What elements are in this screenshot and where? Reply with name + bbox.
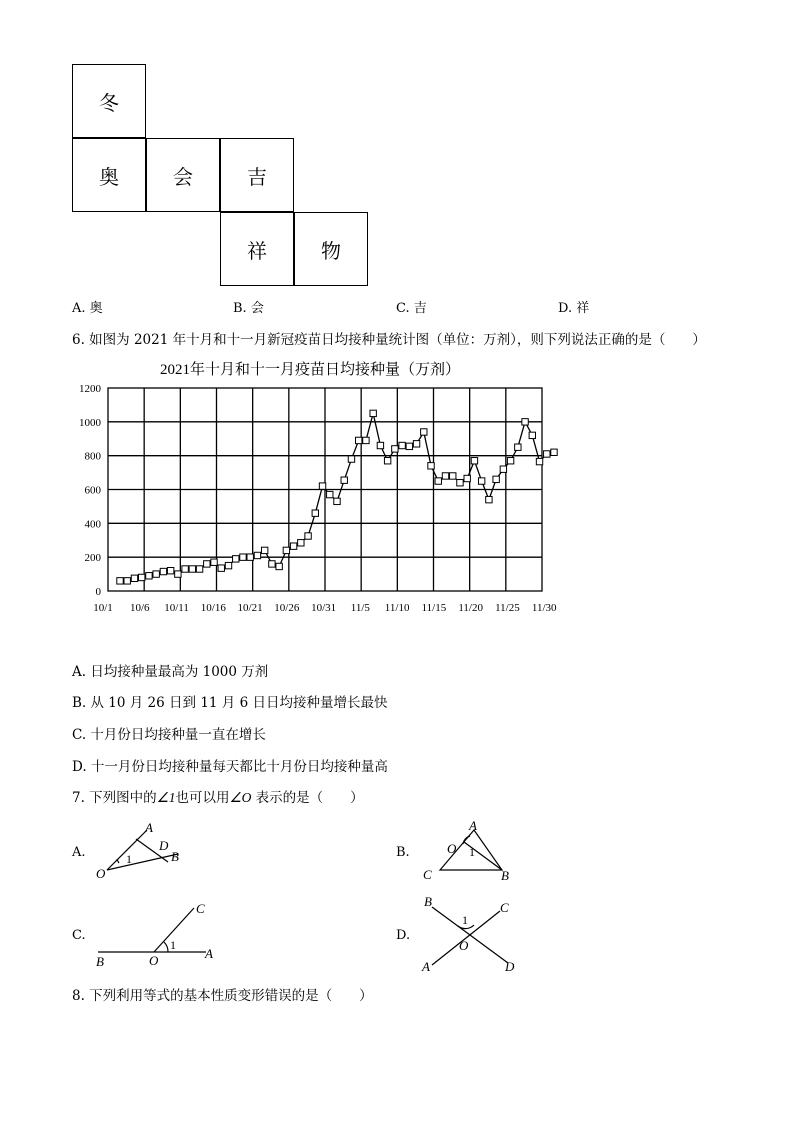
x-tick-label: 10/6: [129, 602, 150, 614]
net-cell: 吉: [220, 138, 294, 212]
data-point-marker: [384, 458, 390, 464]
data-point-marker: [124, 578, 130, 584]
q5-option-b: B. 会: [233, 301, 264, 316]
y-tick-label: 0: [95, 586, 101, 598]
x-tick-label: 10/31: [311, 602, 337, 614]
x-tick-label: 11/15: [421, 602, 447, 614]
q5-option-c: C. 吉: [396, 301, 427, 316]
x-tick-label: 11/10: [384, 602, 410, 614]
label-c: C: [500, 900, 509, 915]
label-1: 1: [126, 852, 132, 866]
data-point-marker: [471, 458, 477, 464]
data-point-marker: [167, 568, 173, 574]
data-point-marker: [160, 568, 166, 574]
chart-title: 2021年十月和十一月疫苗日均接种量（万剂）: [159, 362, 461, 378]
data-point-marker: [551, 449, 557, 455]
data-point-marker: [327, 491, 333, 497]
net-cell: 物: [294, 212, 368, 286]
data-point-marker: [515, 444, 521, 450]
data-point-marker: [493, 476, 499, 482]
x-tick-label: 10/11: [164, 602, 189, 614]
data-point-marker: [348, 456, 354, 462]
label-o: O: [447, 841, 457, 856]
net-cell: 会: [146, 138, 220, 212]
series-line: [117, 410, 557, 584]
data-point-marker: [370, 410, 376, 416]
y-tick-label: 400: [84, 518, 101, 531]
data-point-marker: [261, 547, 267, 553]
data-point-marker: [276, 563, 282, 569]
angle-o-symbol: ∠O: [229, 790, 252, 805]
label-a: A: [205, 946, 213, 961]
net-cell: 祥: [220, 212, 294, 286]
data-point-marker: [363, 437, 369, 443]
y-tick-label: 1200: [79, 383, 101, 395]
x-tick-label: 10/21: [237, 602, 263, 614]
data-point-marker: [406, 443, 412, 449]
data-point-marker: [450, 473, 456, 479]
data-point-marker: [392, 446, 398, 452]
data-point-marker: [421, 429, 427, 435]
q6-stem: 6. 如图为 2021 年十月和十一月新冠疫苗日均接种量统计图（单位：万剂），则下列说法正确的是（ ）: [72, 332, 706, 348]
q7-option-a-letter: A.: [72, 845, 86, 860]
data-point-marker: [522, 419, 528, 425]
q6-option-b: B. 从 10 月 26 日到 11 月 6 日日均接种量增长最快: [72, 695, 388, 711]
data-point-marker: [283, 547, 289, 553]
data-point-marker: [146, 573, 152, 579]
q6-option-c: C. 十月份日均接种量一直在增长: [72, 727, 266, 743]
data-point-marker: [377, 442, 383, 448]
data-point-marker: [175, 571, 181, 577]
data-point-marker: [269, 561, 275, 567]
label-a: A: [422, 959, 430, 974]
label-b: B: [171, 849, 179, 864]
data-point-marker: [247, 554, 253, 560]
q7-figure-b: [418, 818, 528, 888]
q7-stem: [72, 786, 364, 806]
data-point-marker: [131, 575, 137, 581]
x-tick-label: 11/25: [495, 602, 520, 614]
y-tick-label: 600: [84, 484, 101, 497]
data-point-marker: [442, 473, 448, 479]
data-point-marker: [500, 466, 506, 472]
q6-option-a: A. 日均接种量最高为 1000 万剂: [72, 664, 269, 680]
q7-option-c-letter: C.: [72, 928, 86, 943]
data-point-marker: [486, 496, 492, 502]
y-tick-label: 800: [84, 450, 101, 463]
data-point-marker: [536, 458, 542, 464]
data-point-marker: [457, 480, 463, 486]
data-point-marker: [334, 498, 340, 504]
label-c: C: [196, 901, 205, 916]
data-point-marker: [218, 565, 224, 571]
label-b: B: [501, 868, 509, 883]
data-point-marker: [305, 533, 311, 539]
label-1: 1: [170, 938, 176, 952]
q7-stem-part: 表示的是（ ）: [251, 790, 364, 806]
y-tick-label: 200: [84, 552, 101, 565]
data-point-marker: [529, 432, 535, 438]
data-point-marker: [298, 540, 304, 546]
x-tick-label: 10/1: [93, 602, 113, 614]
vaccination-line-chart: [60, 355, 580, 620]
y-tick-label: 1000: [79, 416, 101, 429]
data-point-marker: [204, 561, 210, 567]
label-d: D: [505, 959, 515, 974]
data-point-marker: [225, 562, 231, 568]
label-o: O: [96, 866, 106, 881]
label-o: O: [459, 938, 469, 953]
data-point-marker: [233, 556, 239, 562]
label-a: A: [145, 820, 153, 835]
x-tick-label: 10/16: [200, 602, 226, 614]
data-point-marker: [399, 442, 405, 448]
data-point-marker: [435, 478, 441, 484]
data-point-marker: [254, 552, 260, 558]
q7-stem-part: 也可以用: [175, 790, 230, 806]
label-o: O: [149, 953, 159, 968]
angle-1-symbol: ∠1: [156, 790, 176, 805]
x-axis-ticks: [93, 602, 557, 614]
data-point-marker: [428, 463, 434, 469]
q7-figure-a: [90, 818, 200, 886]
x-tick-label: 11/30: [531, 602, 557, 614]
label-b: B: [96, 954, 104, 969]
data-point-marker: [478, 478, 484, 484]
label-a: A: [469, 818, 477, 833]
q8-stem: 8. 下列利用等式的基本性质变形错误的是（ ）: [72, 988, 373, 1004]
data-point-marker: [341, 477, 347, 483]
label-1: 1: [462, 913, 468, 927]
y-axis-ticks: [79, 383, 102, 598]
data-point-marker: [196, 566, 202, 572]
data-point-marker: [240, 554, 246, 560]
label-b: B: [424, 894, 432, 909]
x-tick-label: 10/26: [274, 602, 300, 614]
x-tick-label: 11/5: [350, 602, 370, 614]
net-cell: 奥: [72, 138, 146, 212]
q7-stem-part: 7. 下列图中的: [72, 790, 157, 806]
label-d: D: [159, 838, 169, 853]
data-point-marker: [544, 451, 550, 457]
label-1: 1: [469, 845, 475, 859]
q6-option-d: D. 十一月份日均接种量每天都比十月份日均接种量高: [72, 759, 388, 775]
q7-option-d-letter: D.: [396, 928, 411, 943]
data-point-marker: [182, 566, 188, 572]
q7-figure-d: [418, 893, 528, 977]
data-point-marker: [319, 483, 325, 489]
label-c: C: [423, 867, 432, 882]
data-point-marker: [211, 559, 217, 565]
data-point-marker: [117, 578, 123, 584]
q7-option-b-letter: B.: [396, 845, 410, 860]
data-point-marker: [507, 458, 513, 464]
x-tick-label: 11/20: [458, 602, 483, 614]
net-cell: 冬: [72, 64, 146, 138]
data-point-marker: [356, 437, 362, 443]
data-point-marker: [139, 574, 145, 580]
data-point-marker: [413, 441, 419, 447]
q5-option-a: A. 奥: [72, 301, 103, 316]
data-point-marker: [153, 571, 159, 577]
data-point-marker: [464, 475, 470, 481]
q7-figure-c: [90, 898, 230, 970]
data-point-marker: [290, 543, 296, 549]
data-point-marker: [312, 510, 318, 516]
data-point-marker: [189, 566, 195, 572]
q5-option-d: D. 祥: [558, 301, 590, 316]
